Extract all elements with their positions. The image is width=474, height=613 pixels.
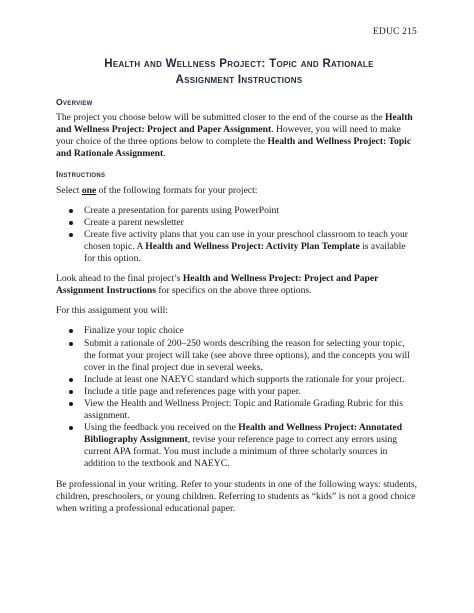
bullet-icon <box>69 390 73 394</box>
format-item-text: Create a parent newsletter <box>84 216 184 228</box>
list-item <box>56 398 418 422</box>
title-line-1: Health and Wellness Project: Topic and Rationale <box>104 58 374 70</box>
task-item-text: Include at least one NAEYC standard which supports the rationale for your project. <box>84 373 405 385</box>
list-item <box>56 338 418 374</box>
instructions-heading: Instructions <box>56 169 106 180</box>
list-item <box>56 422 418 470</box>
overview-text-1: The project you choose below will be submitted closer to the end of the course as the <box>56 112 386 124</box>
list-item <box>56 386 418 398</box>
select-paragraph <box>56 185 418 197</box>
task-item-text: Submit a rationale of 200–250 words describing the reason for selecting your topic, the format your project will take (see above three options), and the concepts you will cover in the final project due in several weeks. <box>84 337 410 373</box>
closing-paragraph: Be professional in your writing. Refer to your students in one of the following ways: students, children, preschoolers, or young children. Referring to students as “kids” is not a good choice when writing a professional educational paper. <box>56 478 418 514</box>
look-ahead-paragraph <box>56 273 418 297</box>
select-text-pre: Select <box>56 184 82 196</box>
task6-bold: Health and Wellness Project: Annotated Bibliography Assignment <box>84 422 403 446</box>
task-list <box>56 325 418 470</box>
list-item <box>56 325 418 337</box>
bullet-icon <box>69 209 73 213</box>
select-text-post: of the following formats for your project: <box>96 184 258 196</box>
task-item-text: Finalize your topic choice <box>84 325 184 337</box>
list-item <box>56 229 418 265</box>
format3-bold: Health and Wellness Project: Activity Plan Template <box>145 240 360 252</box>
select-one-emphasis: one <box>81 184 97 196</box>
overview-bold-1: Health and Wellness Project: Project and Paper Assignment <box>56 112 413 136</box>
format3-text-pre: Create five activity plans that you can use in your preschool classroom to teach your chosen topic. A <box>84 228 408 252</box>
look-text-post: for specifics on the above three options. <box>155 285 312 297</box>
format-list <box>56 205 418 265</box>
bullet-icon <box>69 342 73 346</box>
bullet-icon <box>69 402 73 406</box>
bullet-icon <box>69 426 73 430</box>
task-item-text: View the Health and Wellness Project: Topic and Rationale Grading Rubric for this assignment. <box>84 397 403 422</box>
overview-paragraph <box>56 112 418 160</box>
title-line-2: Assignment Instructions <box>175 74 303 86</box>
task6-text-post: , revise your reference page to correct any errors using current APA format. You must include a minimum of three scholarly sources in addition to the textbook and NAEYC. <box>84 434 398 470</box>
bullet-icon <box>69 329 73 333</box>
overview-heading: Overview <box>56 97 93 107</box>
list-item <box>56 217 418 229</box>
format-item-text: Create a presentation for parents using PowerPoint <box>84 204 280 216</box>
list-item <box>56 374 418 386</box>
overview-text-3: . <box>163 148 166 160</box>
bullet-icon <box>69 378 73 382</box>
document-body <box>56 96 418 523</box>
overview-bold-2: Health and Wellness Project: Topic and Rationale Assignment <box>56 136 412 160</box>
task6-text-pre: Using the feedback you received on the <box>84 422 239 434</box>
format3-text-post: is available for this option. <box>84 240 406 265</box>
task-item-text: Include a title page and references page with your paper. <box>84 385 301 397</box>
look-bold: Health and Wellness Project: Project and Paper Assignment Instructions <box>56 273 379 297</box>
look-text-pre: Look ahead to the final project’s <box>56 273 183 285</box>
course-code: EDUC 215 <box>372 27 417 37</box>
page-title <box>80 56 398 88</box>
for-this-assignment: For this assignment you will: <box>56 305 168 317</box>
overview-text-2: . However, you will need to make your choice of the three options below to complete the <box>56 124 401 148</box>
bullet-icon <box>69 233 73 237</box>
list-item <box>56 205 418 217</box>
bullet-icon <box>69 221 73 225</box>
